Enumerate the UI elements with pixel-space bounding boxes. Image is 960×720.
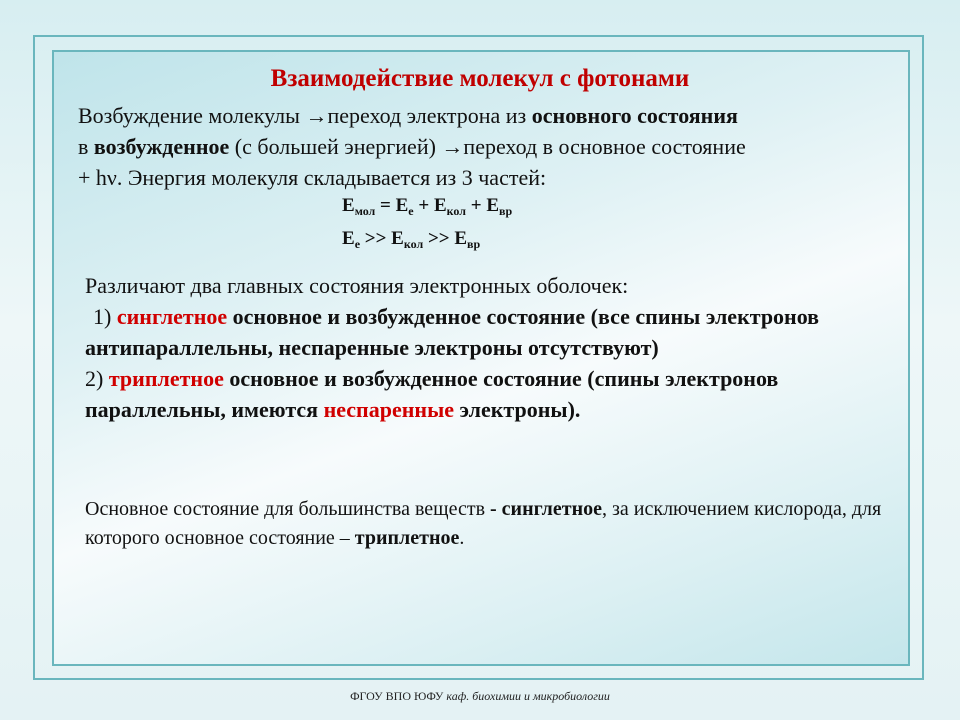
states-intro: Различают два главных состояния электронных оболочек: <box>85 273 629 298</box>
operator: + <box>413 195 434 216</box>
subscript: вр <box>467 237 481 251</box>
subscript: е <box>354 237 361 251</box>
subscript: кол <box>446 204 466 218</box>
symbol: Е <box>486 195 499 216</box>
operator: + <box>465 195 487 216</box>
operator: >> <box>423 228 455 249</box>
text-span: , за исключением кислорода, для которого основное состояние – <box>85 498 882 549</box>
energy-formula <box>342 195 512 219</box>
list-item-triplet <box>85 366 778 422</box>
operator: = <box>375 195 396 216</box>
symbol: Е <box>433 195 447 216</box>
operator: >> <box>360 228 392 249</box>
highlight-term: синглетное <box>116 304 228 329</box>
footer-org: ФГОУ ВПО ЮФУ <box>350 689 447 703</box>
footer-dept: каф. биохимии и микробиологии <box>446 689 610 703</box>
slide-title: Взаимодействие молекул с фотонами <box>270 65 690 92</box>
item-number: 2) <box>85 366 109 391</box>
bold-term: триплетное <box>354 527 460 549</box>
paragraph-ground-state <box>85 495 905 553</box>
item-number: 1) <box>93 304 117 329</box>
paragraph-states <box>85 270 905 425</box>
highlight-term: триплетное <box>108 366 224 391</box>
bold-term: основного состояния <box>531 103 738 128</box>
symbol: Е <box>395 195 409 216</box>
symbol: Е <box>342 195 355 216</box>
paragraph-excitation <box>78 100 908 193</box>
subscript: кол <box>403 237 424 251</box>
subscript: мол <box>354 204 376 218</box>
text-span: (с большей энергией) →переход в основное состояние <box>229 134 746 159</box>
text-span: . <box>459 527 465 549</box>
energy-inequality <box>342 228 480 252</box>
item-text: основное и возбужденное состояние (спины электронов параллельны, имеются <box>85 366 779 422</box>
item-text: электроны). <box>454 397 581 422</box>
subscript: е <box>408 204 414 218</box>
subscript: вр <box>499 204 513 218</box>
list-item-singlet <box>85 304 819 360</box>
symbol: Е <box>454 228 468 249</box>
symbol: Е <box>342 228 355 249</box>
bold-term: - синглетное <box>490 498 602 520</box>
symbol: Е <box>391 228 404 249</box>
footer <box>0 689 960 704</box>
text-span: + hν. Энергия молекуля складывается из 3 частей: <box>78 165 547 190</box>
text-span: Основное состояние для большинства веществ <box>85 498 491 520</box>
bold-term: возбужденное <box>93 134 230 159</box>
item-text: основное и возбужденное состояние (все спины электронов антипараллельны, неспаренные электроны отсутствуют) <box>85 304 820 360</box>
text-span: Возбуждение молекулы →переход электрона из <box>78 103 532 128</box>
text-span: в <box>78 134 94 159</box>
highlight-term: неспаренные <box>323 397 455 422</box>
